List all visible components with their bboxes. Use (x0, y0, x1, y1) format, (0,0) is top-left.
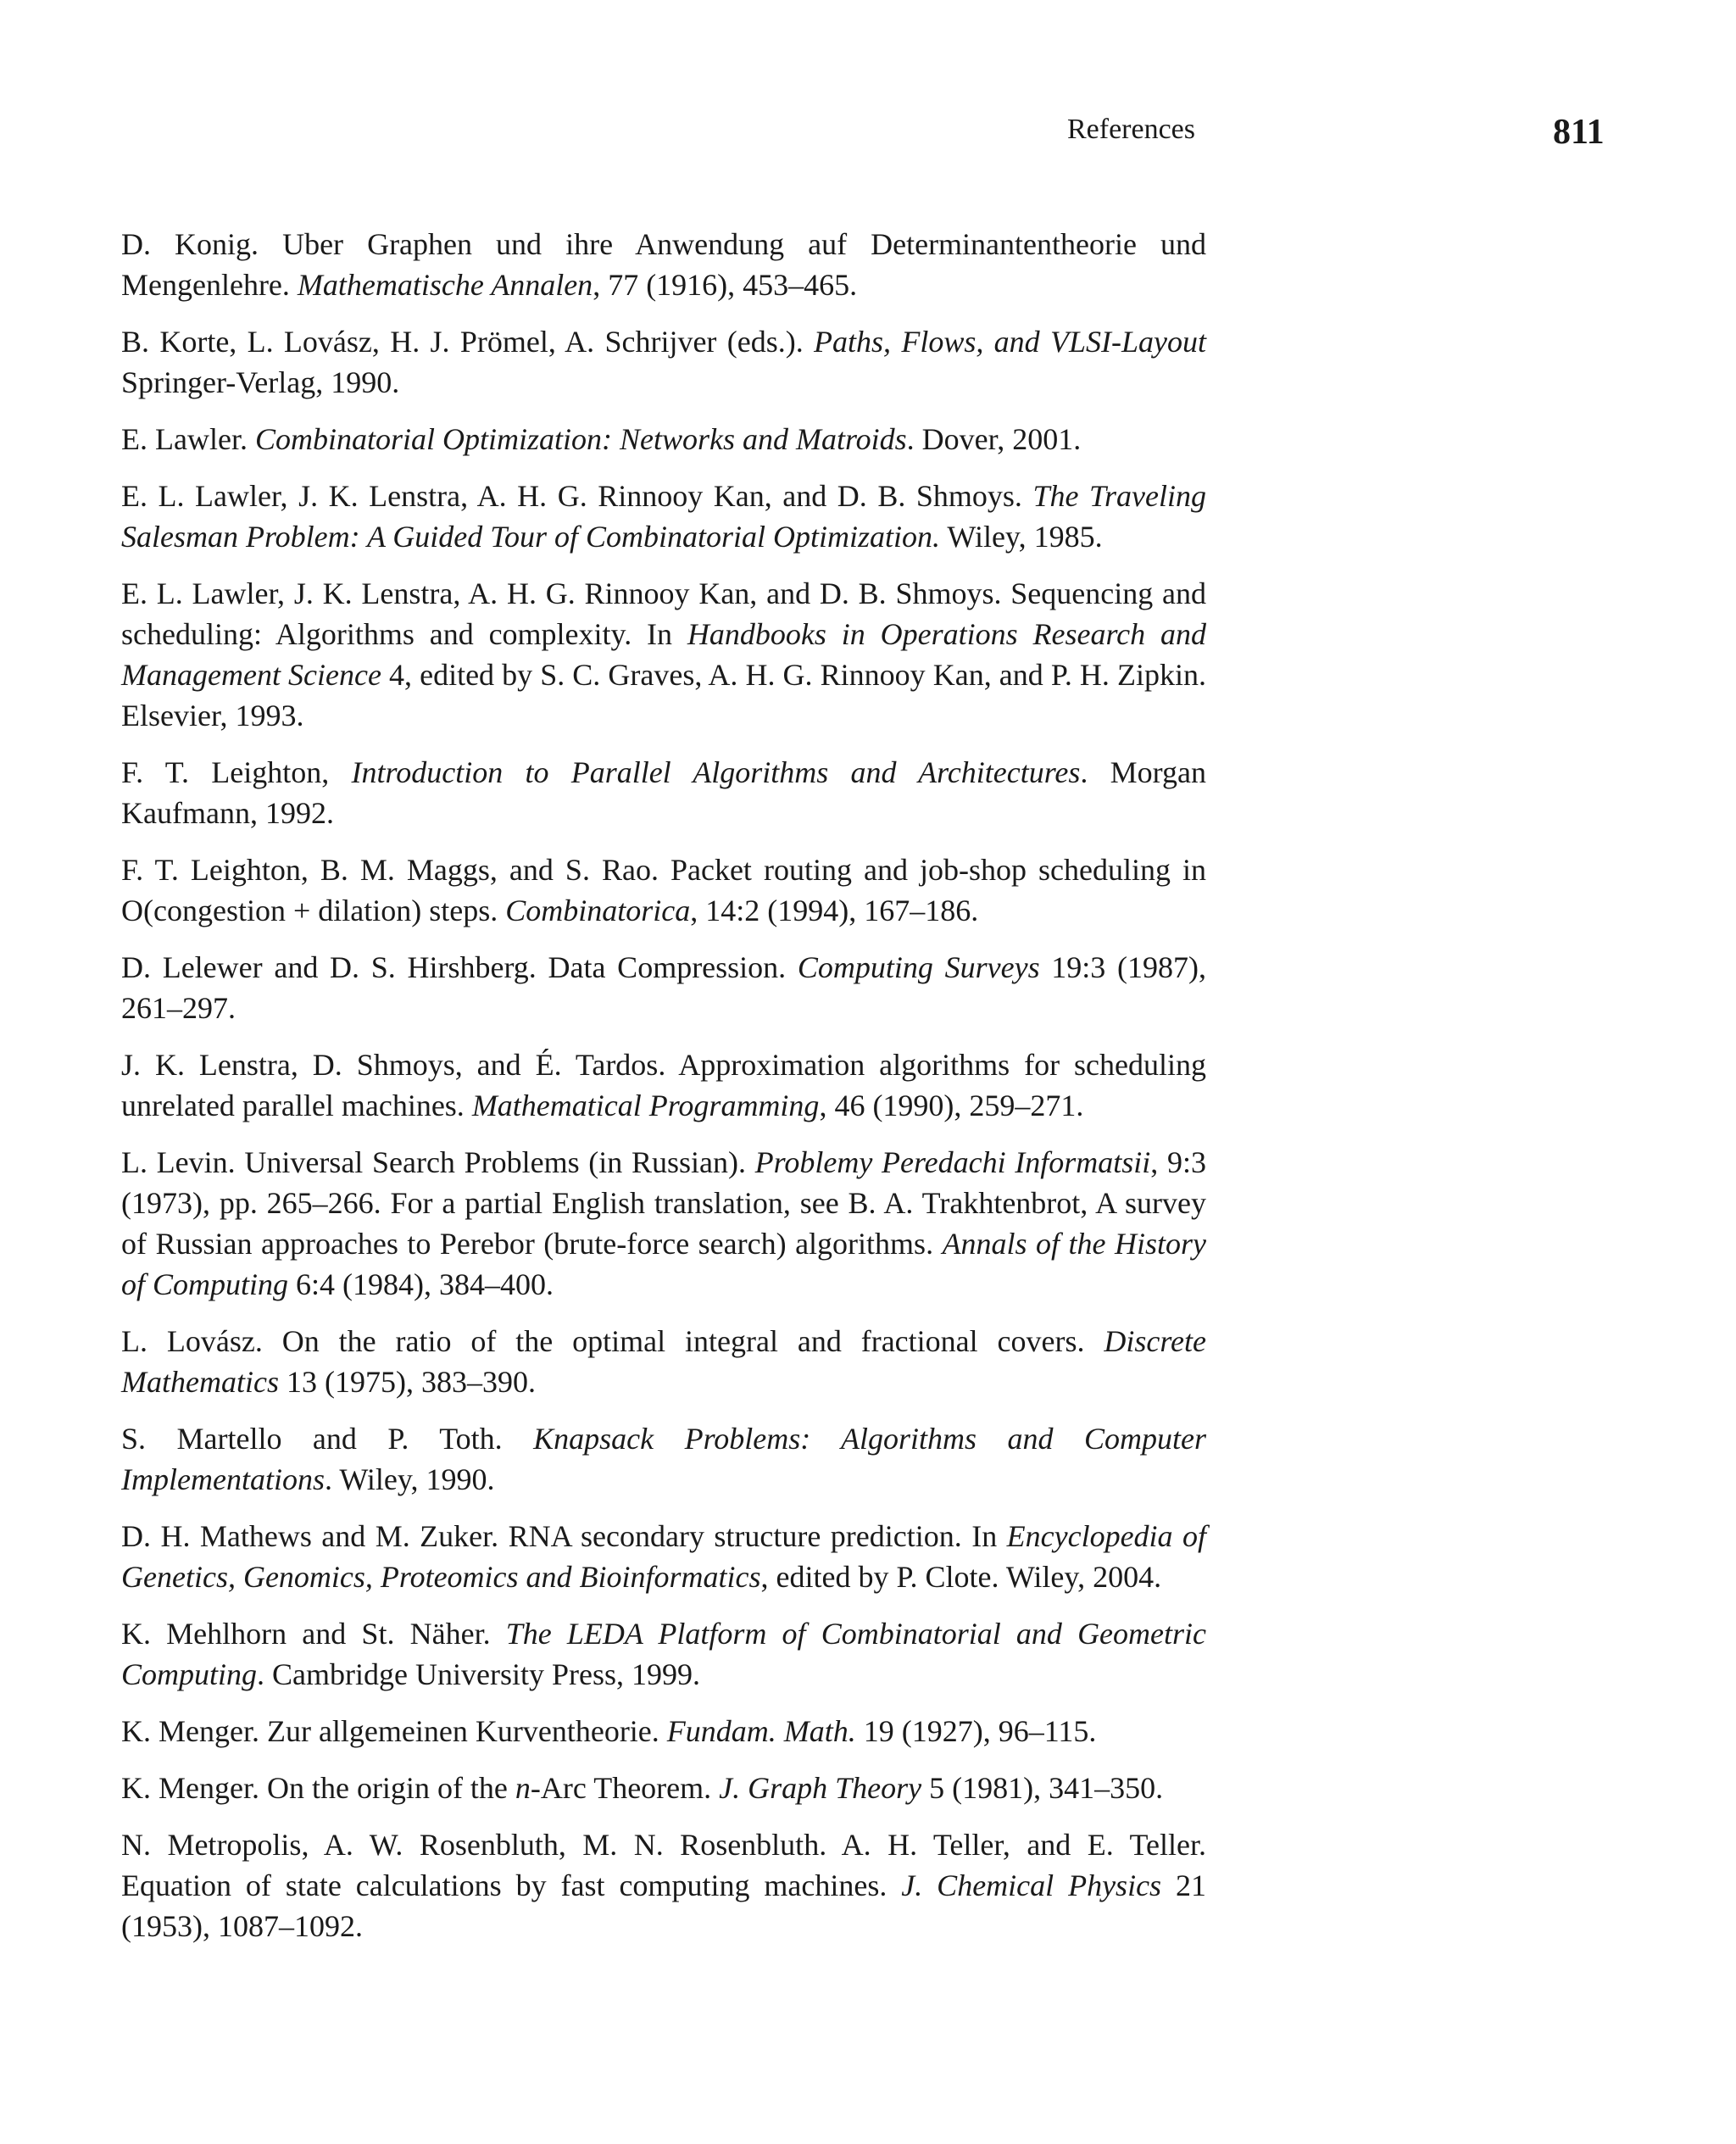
running-head: References (1067, 114, 1196, 145)
reference-italic-text: Introduction to Parallel Algorithms and Architectures (351, 755, 1081, 789)
reference-entry (121, 321, 1206, 403)
reference-italic-text: The LEDA Platform of Combinatorial and Geometric Computing (121, 1617, 1207, 1691)
reference-text: -Arc Theorem. (530, 1771, 720, 1805)
reference-text: E. L. Lawler, J. K. Lenstra, A. H. G. Rinnooy Kan, and D. B. Shmoys. Sequencing and scheduling: Algorithms and complexity. In (121, 576, 1206, 651)
reference-text: . Morgan Kaufmann, 1992. (121, 755, 1206, 830)
reference-text: D. Lelewer and D. S. Hirshberg. Data Compression. (121, 950, 798, 984)
reference-text: 4, edited by S. C. Graves, A. H. G. Rinnooy Kan, and P. H. Zipkin. Elsevier, 1993. (121, 658, 1206, 732)
reference-italic-text: Mathematische Annalen (297, 268, 593, 302)
reference-italic-text: Problemy Peredachi Informatsii (754, 1145, 1151, 1179)
reference-italic-text: n (515, 1771, 531, 1805)
reference-text: 19:3 (1987), 261–297. (121, 950, 1207, 1025)
reference-text: F. T. Leighton, B. M. Maggs, and S. Rao. Packet routing and job-shop scheduling in O(congestion + dilation) steps. (121, 853, 1206, 927)
reference-text: F. T. Leighton, (121, 755, 352, 789)
reference-text: , 14:2 (1994), 167–186. (690, 894, 979, 927)
reference-italic-text: Discrete Mathematics (121, 1324, 1206, 1399)
reference-entry (121, 476, 1206, 557)
reference-list (121, 224, 1206, 1963)
reference-entry (121, 947, 1206, 1028)
reference-text: N. Metropolis, A. W. Rosenbluth, M. N. Rosenbluth. A. H. Teller, and E. Teller. Equation of state calculations by fast computing machines. (121, 1828, 1206, 1902)
reference-italic-text: J. Graph Theory (719, 1771, 922, 1805)
reference-entry (121, 849, 1206, 931)
reference-text: K. Menger. On the origin of the (121, 1771, 515, 1805)
reference-text: L. Levin. Universal Search Problems (in Russian). (121, 1145, 755, 1179)
reference-italic-text: Handbooks in Operations Research and Management Science (121, 617, 1206, 692)
reference-text: E. L. Lawler, J. K. Lenstra, A. H. G. Rinnooy Kan, and D. B. Shmoys. (121, 479, 1033, 513)
reference-entry (121, 1711, 1206, 1751)
reference-text: . Wiley, 1990. (324, 1462, 495, 1496)
reference-entry (121, 1516, 1206, 1597)
reference-text: . Dover, 2001. (906, 422, 1082, 456)
reference-italic-text: Paths, Flows, and VLSI-Layout (814, 325, 1206, 359)
reference-text: 6:4 (1984), 384–400. (288, 1267, 554, 1301)
reference-text: Wiley, 1985. (940, 520, 1103, 554)
reference-entry (121, 1824, 1206, 1946)
reference-text: S. Martello and P. Toth. (121, 1422, 534, 1456)
reference-text: D. Konig. Uber Graphen und ihre Anwendung auf Determinantentheorie und Mengenlehre. (121, 227, 1206, 302)
reference-entry (121, 224, 1206, 305)
reference-text: , edited by P. Clote. Wiley, 2004. (760, 1560, 1162, 1594)
reference-italic-text: The Traveling Salesman Problem: A Guided Tour of Combinatorial Optimization. (121, 479, 1206, 554)
reference-entry (121, 1613, 1206, 1695)
reference-text: L. Lovász. On the ratio of the optimal integral and fractional covers. (121, 1324, 1104, 1358)
reference-entry (121, 752, 1206, 833)
page-number: 811 (1553, 113, 1605, 152)
reference-entry (121, 1044, 1206, 1126)
reference-text: 13 (1975), 383–390. (278, 1365, 536, 1399)
reference-italic-text: Mathematical Programming (471, 1089, 820, 1122)
reference-text: , 77 (1916), 453–465. (593, 268, 858, 302)
reference-italic-text: Knapsack Problems: Algorithms and Computer Implementations (121, 1422, 1206, 1496)
reference-text: 5 (1981), 341–350. (921, 1771, 1164, 1805)
reference-italic-text: Annals of the History of Computing (121, 1227, 1207, 1301)
reference-text: E. Lawler. (121, 422, 255, 456)
reference-entry (121, 1768, 1206, 1808)
reference-italic-text: Computing Surveys (797, 950, 1040, 984)
reference-italic-text: Encyclopedia of Genetics, Genomics, Proteomics and Bioinformatics (121, 1519, 1206, 1594)
reference-text: 19 (1927), 96–115. (855, 1714, 1097, 1748)
reference-text: Springer-Verlag, 1990. (121, 365, 400, 399)
reference-text: K. Menger. Zur allgemeinen Kurventheorie. (121, 1714, 667, 1748)
reference-entry (121, 1142, 1206, 1305)
reference-text: K. Mehlhorn and St. Näher. (121, 1617, 506, 1651)
reference-entry (121, 1321, 1206, 1402)
reference-italic-text: Fundam. Math. (666, 1714, 856, 1748)
reference-entry (121, 573, 1206, 736)
reference-italic-text: Combinatorica (505, 894, 691, 927)
reference-text: J. K. Lenstra, D. Shmoys, and É. Tardos. Approximation algorithms for scheduling unrelated parallel machines. (121, 1048, 1206, 1122)
reference-entry (121, 419, 1206, 459)
reference-text: , 9:3 (1973), pp. 265–266. For a partial English translation, see B. A. Trakhtenbrot, A survey of Russian approaches to Perebor (brute-force search) algorithms. (121, 1145, 1206, 1261)
reference-text: B. Korte, L. Lovász, H. J. Prömel, A. Schrijver (eds.). (121, 325, 815, 359)
reference-text: D. H. Mathews and M. Zuker. RNA secondary structure prediction. In (121, 1519, 1007, 1553)
reference-text: . Cambridge University Press, 1999. (257, 1657, 700, 1691)
reference-text: , 46 (1990), 259–271. (819, 1089, 1084, 1122)
reference-italic-text: Combinatorial Optimization: Networks and Matroids (254, 422, 907, 456)
reference-entry (121, 1418, 1206, 1500)
reference-italic-text: J. Chemical Physics (901, 1868, 1162, 1902)
reference-text: 21 (1953), 1087–1092. (121, 1868, 1206, 1943)
